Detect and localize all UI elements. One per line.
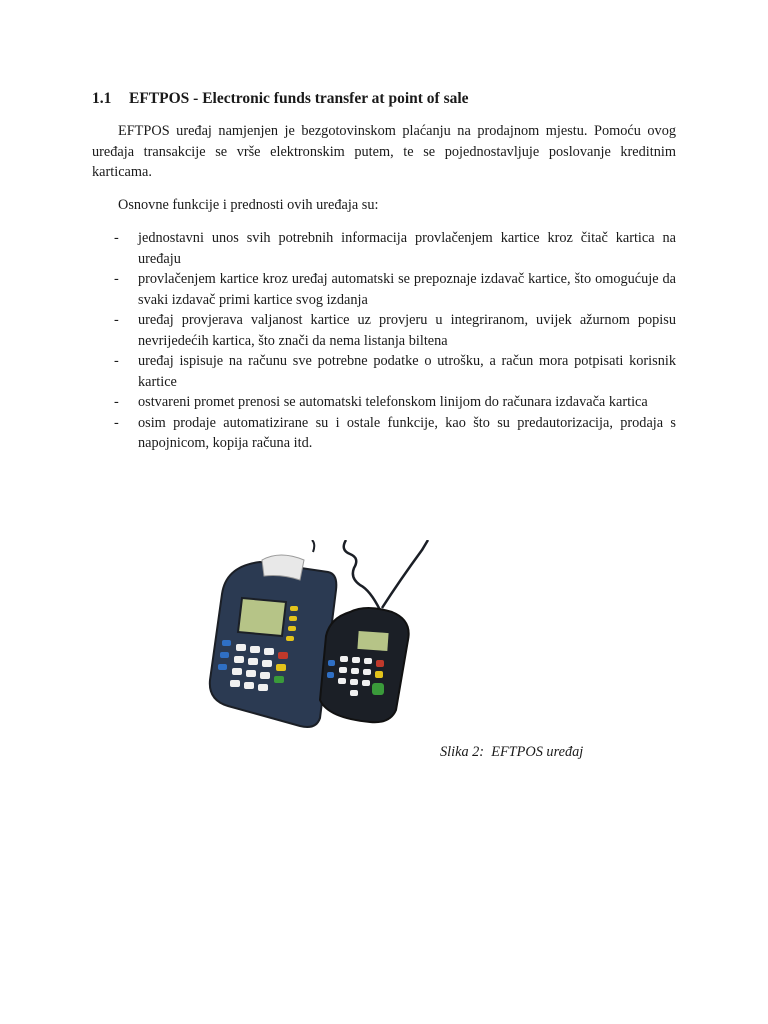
list-item (92, 269, 676, 310)
list-marker: - (114, 271, 119, 287)
eftpos-terminal-illustration (200, 540, 440, 735)
list-item-text: provlačenjem kartice kroz uređaj automatski se prepoznaje izdavač kartice, što omogućuje da svaki izdavač primi kartice svog izdanja (138, 271, 676, 308)
list-item-text: ostvareni promet prenosi se automatski telefonskom linijom do računara izdavača kartica (138, 394, 648, 410)
list-item-text: uređaj ispisuje na računu sve potrebne podatke o utrošku, a račun mora potpisati korisnik kartice (138, 353, 676, 390)
list-item (92, 228, 676, 269)
list-marker: - (114, 394, 119, 410)
list-marker: - (114, 353, 119, 369)
eftpos-devices-image (200, 540, 440, 735)
list-marker: - (114, 312, 119, 328)
functions-list (92, 228, 676, 454)
pinpad-cable (344, 540, 428, 610)
intro-paragraph: EFTPOS uređaj namjenjen je bezgotovinskom plaćanju na prodajnom mjestu. Pomoću ovog uređaja transakcije se vrše elektronskim putem, te se pojednostavljuje poslovanje kreditnim karticama. (92, 123, 676, 180)
section-heading (92, 90, 469, 108)
pinpad-screen (357, 631, 388, 651)
list-item (92, 310, 676, 351)
section-number: 1.1 (92, 90, 112, 107)
list-item-text: jednostavni unos svih potrebnih informacija provlačenjem kartice kroz čitač kartica na uređaju (138, 230, 676, 267)
functions-intro-paragraph: Osnovne funkcije i prednosti ovih uređaja su: (118, 197, 379, 213)
list-item-text: uređaj provjerava valjanost kartice uz provjeru u integriranom, uvijek ažurnom popisu nevrijedećih kartica, što znači da nema listanja biltena (138, 312, 676, 349)
figure-caption: Slika 2: EFTPOS uređaj (440, 744, 584, 760)
list-item (92, 413, 676, 454)
terminal-screen (238, 598, 286, 636)
list-item (92, 392, 676, 413)
section-title: EFTPOS - Electronic funds transfer at point of sale (129, 90, 469, 107)
list-marker: - (114, 414, 119, 431)
list-item-text: osim prodaje automatizirane su i ostale funkcije, kao što su predautorizacija, prodaja s napojnicom, kopija računa itd. (138, 414, 676, 451)
list-marker: - (114, 230, 119, 246)
list-item (92, 351, 676, 392)
